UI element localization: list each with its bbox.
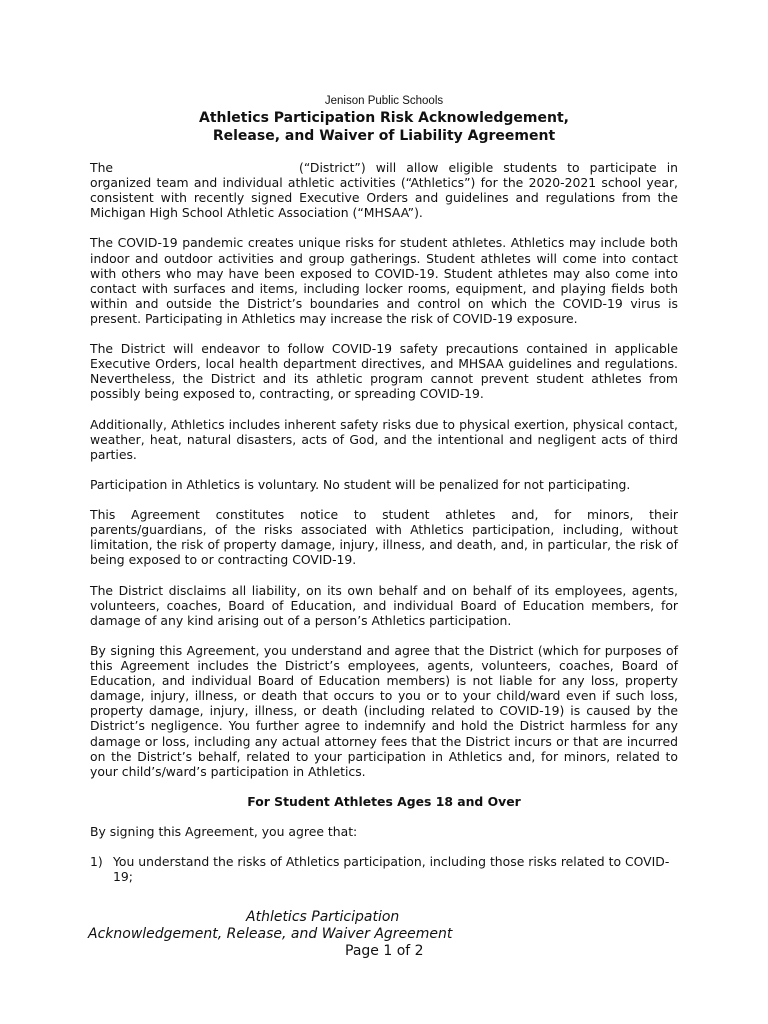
paragraph-voluntary: Participation in Athletics is voluntary. No student will be penalized for not participating. <box>90 476 631 492</box>
section-heading: For Student Athletes Ages 18 and Over <box>247 793 521 809</box>
district-name: Jenison Public Schools <box>324 95 444 107</box>
paragraph-intro <box>90 160 678 220</box>
paragraph-disclaimer: The District disclaims all liability, on its own behalf and on behalf of its employees, agents, volunteers, coaches, Board of Education, and individual Board of Education members, for damage of any kind arising out of a person’s Athletics participation. <box>90 582 678 628</box>
paragraph-agree-intro: By signing this Agreement, you agree that: <box>90 824 358 840</box>
footer-line-2: Acknowledgement, Release, and Waiver Agreement <box>88 926 453 942</box>
list-item-number: 1) <box>90 854 103 870</box>
intro-start: The <box>90 160 114 175</box>
intro-rest: (“District”) will allow eligible students to participate in organized team and individual athletic activities (“Athletics”) for the 2020-2021 school year, consistent with recently signed Executive Orders and guidelines and regulations from the Michigan High School Athletic Association (“MHSAA”). <box>90 160 678 221</box>
title-line-1: Athletics Participation Risk Acknowledgement, <box>199 110 569 126</box>
title-line-2: Release, and Waiver of Liability Agreement <box>212 128 556 144</box>
list-item <box>90 854 678 884</box>
paragraph-notice: This Agreement constitutes notice to student athletes and, for minors, their parents/guardians, of the risks associated with Athletics participation, including, without limitation, the risk of property damage, injury, illness, and death, and, in particular, the risk of being exposed to or contracting COVID-19. <box>90 507 678 568</box>
document-body <box>90 160 678 885</box>
list-item-text: You understand the risks of Athletics participation, including those risks related to COVID-19; <box>113 854 670 885</box>
paragraph-safety-precautions: The District will endeavor to follow COVID-19 safety precautions contained in applicable Executive Orders, local health department directives, and MHSAA guidelines and regulations. Nevertheless, the District and its athletic program cannot prevent student athletes from possibly being exposed to, contracting, or spreading COVID-19. <box>90 341 678 402</box>
paragraph-inherent-risks: Additionally, Athletics includes inherent safety risks due to physical exertion, physical contact, weather, heat, natural disasters, acts of God, and the intentional and negligent acts of third parties. <box>90 416 678 462</box>
paragraph-covid-risks: The COVID-19 pandemic creates unique risks for student athletes. Athletics may include both indoor and outdoor activities and group gatherings. Student athletes will come into contact with others who may have been exposed to COVID-19. Student athletes may also come into contact with surfaces and items, including locker rooms, equipment, and playing fields both within and outside the District’s boundaries and control on which the COVID-19 virus is present. Participating in Athletics may increase the risk of COVID-19 exposure. <box>90 235 678 326</box>
paragraph-agreement: By signing this Agreement, you understand and agree that the District (which for purposes of this Agreement includes the District’s employees, agents, volunteers, coaches, Board of Education, and individual Board of Education members) is not liable for any loss, property damage, injury, illness, or death that occurs to you or to your child/ward even if such loss, property damage, injury, illness, or death (including related to COVID-19) is caused by the District’s negligence. You further agree to indemnify and hold the District harmless for any damage or loss, including any actual attorney fees that the District incurs or that are incurred on the District’s behalf, related to your participation in Athletics and, for minors, related to your child’s/ward’s participation in Athletics. <box>90 643 678 779</box>
footer-line-1: Athletics Participation <box>246 909 400 925</box>
document-title <box>0 109 768 145</box>
page-number: Page 1 of 2 <box>345 943 424 959</box>
page-footer <box>88 909 468 960</box>
